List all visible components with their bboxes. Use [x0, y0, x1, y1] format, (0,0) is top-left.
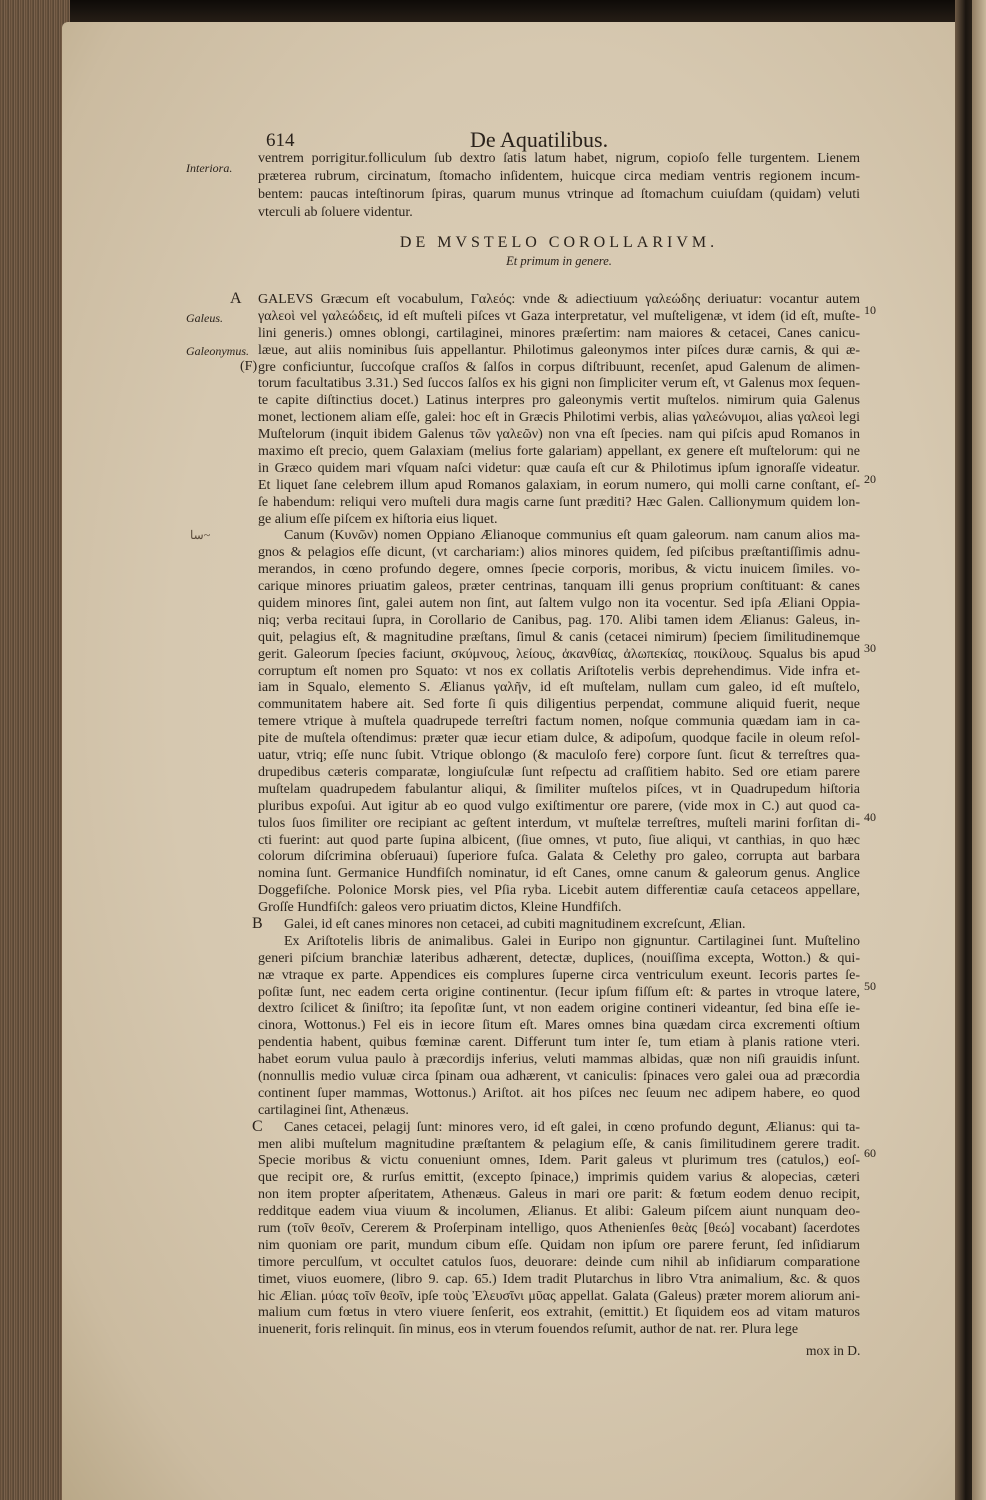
- line-number: 20: [864, 472, 876, 486]
- margin-note-galeus: Galeus.: [186, 311, 223, 325]
- text-line: timore perculſum, vt occultet catulos ſuos, deuorare: deinde cum nihil ab inſidiarum comparatione: [258, 1254, 860, 1270]
- text-line: Specie moribus & victu conueniunt omnes, Idem. Parit galeus vt plurimum tres (catulos,) eoſ-: [258, 1153, 860, 1169]
- text-line: nomina ſunt. Germanice Hundfiſch nominatur, id eſt Canes, omne canum & galeorum genus. Anglice: [258, 866, 860, 882]
- text-line: rum (τοῖν θεοῖν, Cererem & Proſerpinam intelligo, quos Athenienſes θεὰς [θεώ] vocabant) ſacerdotes: [258, 1220, 860, 1236]
- section-heading: DE MVSTELO COROLLARIVM.: [399, 234, 719, 251]
- text-line: monet, lectionem aliam eſſe, galei: hoc eſt in Græcis Philotimi verbis, alias γαλεώνυμοι, alias γαλεοὶ legi: [258, 410, 860, 426]
- text-line: pite de muſtela oſtendimus: præter quæ iecur etiam dulce, & adipoſum, quodque facile in oleum reſol-: [258, 731, 860, 747]
- text-line: quit, pelagius eſt, & magnitudine præſtans, ſimul & canis (cetacei nimirum) ſpeciem ſimilitudinemque: [258, 629, 860, 645]
- text-line: nim quoniam ore parit, mundum cibum eſſe. Quidam non ipſum ore parere ferunt, ſed inſidiarum: [258, 1237, 860, 1253]
- line-number: 50: [864, 979, 876, 993]
- text-line: præterea rubrum, circinatum, ſtomacho inſidentem, huicque circa mediam ventris regionem incum-: [258, 169, 860, 184]
- page-number: 614: [266, 130, 295, 151]
- text-line: que recipit ore, & rurſus emittit, (excepto ſpinace,) imprimis quidem varius & alopecias, cæteri: [258, 1170, 860, 1186]
- text-line: habet eorum vulua paulo à præcordijs inferius, veluti mammas albidas, quæ non niſi grauidis inſunt.: [258, 1052, 860, 1068]
- text-line: Galei, id eſt canes minores non cetacei, ad cubiti magnitudinem excreſcunt, Ælian.: [284, 916, 746, 932]
- text-line: men alibi muſtelum magnitudine præſtantem & pelagium eſſe, & canis ſimilitudinem gerere tradit.: [258, 1136, 860, 1152]
- section-letter-a: A: [230, 290, 242, 307]
- text-line: redditque eadem viua viuum & incolumen, Ælianus. Et alibi: Galeum piſcem aiunt nunquam deo-: [258, 1204, 860, 1220]
- line-number: 60: [864, 1146, 876, 1160]
- text-line: dextro ſcilicet & ſiniſtro; ita ſepoſitæ ſunt, vt non eadem origine contineri videantur, ſed bina eſſe ie-: [258, 1001, 860, 1017]
- text-line: timet, viuos euomere, (libro 9. cap. 65.) Idem tradit Plutarchus in libro Vtra animalium, &c. & quos: [258, 1271, 860, 1287]
- text-line: ge alium eſſe piſcem ex hiſtoria eius liquet.: [258, 511, 498, 527]
- text-line: maximo eſt precio, quem Galaxiam (melius forte galariam) appellant, ex genere eſt muſtelorum: qui ne: [258, 444, 860, 460]
- text-line: cartilaginei ſint, Athenæus.: [258, 1102, 409, 1118]
- text-line: uatur, vtriq; eſſe nunc ſubit. Vtrique oblongo (& maculoſo fere) corpore ſunt. ſicut & terreſtres qua-: [258, 748, 860, 764]
- text-line: næ vtraque ex parte. Appendices eis complures ſuperne circa ventriculum exeunt. Iecoris partes ſe-: [258, 967, 860, 983]
- margin-note-galeonymus: Galeonymus.: [186, 344, 249, 358]
- margin-note-f: (F): [240, 359, 258, 374]
- text-line: GALEVS Græcum eſt vocabulum, Γαλεός: vnde & adiectiuum γαλεώδης deriuatur: vocantur autem: [258, 292, 860, 307]
- text-line: lini generis.) omnes oblongi, cartilaginei, minores præſertim: nam maiores & cetacei, Canes canicu-: [258, 325, 860, 341]
- section-letter-b: B: [252, 915, 263, 933]
- margin-note-interiora: Interiora.: [186, 161, 233, 175]
- text-line: (nonnullis medio vuluæ circa ſpinam oua adhærent, vt caniculis: ſpinaces vero galei oua ad præcordia: [258, 1068, 860, 1084]
- text-line: niq; verba recitaui ſupra, in Corollario de Canibus, pag. 170. Alibi tamen idem Ælianus: Galeus, in-: [258, 612, 860, 628]
- text-line: γαλεοὶ vel γαλεώδεις, id eſt muſteli piſces vt Gaza interpretatur, vel muſteligenæ, vt idem (id eſt, muſte-: [258, 308, 860, 324]
- body-text: [230, 290, 860, 1339]
- text-line: cinora, Wottonus.) Fel eis in iecore ſitum eſt. Mares omnes bina quædam circa excrementi oſtium: [258, 1018, 860, 1034]
- text-line: pluribus expoſui. Aut igitur ab eo quod vulgo exiſtimentur ore parere, (vide mox in C.) aut quod ca-: [258, 798, 860, 814]
- text-line: Et liquet ſane celebrem illum apud Romanos galaxiam, in eorum numero, qui molli carne conſtant, eſ-: [258, 477, 860, 493]
- text-line: læue, aut aliis nominibus ſuis appellantur. Philotimus galeonymos inter piſces duræ carnis, & qui æ-: [258, 342, 860, 358]
- text-line: cti fuerint: aut quod parte ſupina albicent, (ſiue omnes, vt puto, ſiue aliqui, vt canthias, in quo hæc: [258, 832, 860, 848]
- text-line: tulos ſuos ſimiliter ore recipiant ac geſtent interdum, vt muſtelæ terreſtres, muſteli marini forſitan di-: [258, 815, 860, 831]
- text-line: bentem: paucas inteſtinorum ſpiras, quarum munus vtrinque ad ſtomachum cuiuſdam (quidam) veluti: [258, 187, 860, 202]
- text-line: Doggefiſche. Polonice Morsk pies, vel Pſia ryba. Licebit autem differentiæ cauſa cetaceos appellare,: [258, 883, 860, 899]
- text-line: inuenerit, foris relinquit. ſin minus, eos in vterum fouendos reſumit, author de nat. rer. Plura lege: [258, 1322, 799, 1338]
- text-line: in Græco quidem mari vſquam naſci videtur: quæ cauſa eſt cur & Philotimus ipſum ignoraſſe videatur.: [258, 460, 860, 476]
- text-line: Groſſe Hundfiſch: galeos vero priuatim dictos, Kleine Hundfiſch.: [258, 900, 622, 916]
- text-line: vterculi ab ſoluere videntur.: [258, 205, 413, 220]
- text-line: colorum diſcrimina obſeruaui) ſuperiore fuſca. Galata & Celethy pro galeo, corrupta aut barbara: [258, 849, 860, 865]
- section-subheading: Et primum in genere.: [506, 254, 612, 268]
- text-line: generi piſcium branchiæ lateribus adhærent, detectæ, duplices, (nouiſſima excepta, Wotton.) & qui-: [258, 950, 860, 966]
- running-title: De Aquatilibus.: [470, 127, 609, 152]
- text-line: temere vtrique à muſtela quadrupede terreſtri factum nomen, noſque communia quædam iam in ca-: [258, 714, 860, 730]
- page-stack-edge: [0, 0, 70, 1500]
- text-line: gerit. Galeorum ſpecies faciunt, σκύμνους, λείους, ἀκανθίας, ἀλωπεκίας, ποικίλους. Squalus bis apud: [258, 646, 860, 662]
- text-line: pendentia habent, quibus fœminæ carent. Differunt tum inter ſe, tum etiam à planis ratione vteri.: [258, 1035, 860, 1051]
- text-line: ventrem porrigitur.folliculum ſub dextro ſatis latum habet, nigrum, copioſo felle turgentem. Lienem: [258, 151, 860, 166]
- section-letter-c: C: [252, 1118, 263, 1136]
- facing-page-edge: [972, 0, 986, 1500]
- text-line: torum facultatibus 3.31.) Sed ſuccos ſalſos ex his gigni non ſimpliciter verum eſt, vt Galenus mox ſequen-: [258, 376, 860, 392]
- text-line: Ex Ariſtotelis libris de animalibus. Galei in Euripo non gignuntur. Cartilaginei ſunt. Muſtelino: [284, 933, 860, 949]
- top-paragraph: [258, 150, 860, 222]
- text-line: communitatem habere ait. Sed forte ſi quis diligentius perpendat, commune aliquid fuerit, neque: [258, 697, 860, 713]
- line-number: 40: [864, 810, 876, 824]
- text-line: Canum (Κυνῶν) nomen Oppiano Ælianoque communius eſt quam galeorum. nam canum alios ma-: [284, 528, 860, 544]
- line-number: 30: [864, 641, 876, 655]
- catchword: mox in D.: [806, 1343, 861, 1358]
- text-line: ſe habendum: reliqui vero muſteli dura magis carne ſunt præditi? Hæc Galen. Callionymum quidem lon-: [258, 494, 860, 510]
- text-line: carique minores priuatim galeos, præter centrinas, tanquam illi genus proprium conſtituant: & canes: [258, 579, 860, 595]
- text-line: hic Ælian. μύας τοῖν θεοῖν, ipſe τοὺς Ἐλευσῖνι μῦας appellat. Galata (Galeus) præter morem aliorum ani-: [258, 1288, 860, 1304]
- line-number: 10: [864, 303, 876, 317]
- text-line: muſtelam quadrupedem fabulantur aliqui, & ſimiliter muſtelos piſces, vt in Quadrupedum hiſtoria: [258, 781, 860, 797]
- text-line: gre conficiuntur, ſuccoſque craſſos & ſalſos in corpus diſtribuunt, recenſet, apud Galenum de alimen-: [258, 359, 860, 375]
- text-line: te capite diſtinctius docet.) Latinus interpres pro galeonymis vertit muſtelos. nimirum quia Galenus: [258, 393, 860, 409]
- text-line: Muſtelorum (inquit ibidem Galenus τῶν γαλεῶν) non vna eſt ſpecies. nam qui piſcis apud Romanos in: [258, 427, 860, 443]
- text-line: corruptum eſt nomen pro Squato: vt nos ex collatis Ariſtotelis verbis deprehendimus. Vide infra et-: [258, 663, 860, 679]
- text-line: non item propter aſperitatem, Athenæus. Galeus in mari ore parit: & fœtum eodem denuo recipit,: [258, 1187, 860, 1203]
- text-line: gnos & pelagios eſſe dicunt, (vt carchariam:) alios minores quidem, ſed piſcibus præſtantiſſimis adnu-: [258, 545, 860, 561]
- text-line: drupedibus cæteris comparatæ, longiuſculæ ſunt reſpectu ad craſſitiem habito. Sed ore etiam parere: [258, 764, 860, 780]
- text-line: malium cum fœtus in vtero viuere ſenſerit, eos extrahit, (emittit.) Et ſiquidem eos ad vitam maturos: [258, 1305, 860, 1321]
- book-gutter: [955, 0, 973, 1500]
- text-line: merandos, in cœno profundo degere, omnes ſpecie corporis, moribus, & victu inuicem ſimiles. vo-: [258, 562, 860, 578]
- text-line: poſitæ ſunt, nec eadem certa origine continentur. (Iecur ipſum fiſſum eſt: & partes in vtroque latere,: [258, 984, 860, 1000]
- text-line: iam in Squalo, elemento S. Ælianus γαλῆν, id eſt muſtelam, nullam cum galeo, id eſt muſtelo,: [258, 680, 860, 696]
- text-line: Canes cetacei, pelagij ſunt: minores vero, id eſt galei, in cœno profundo degunt, Ælianus: qui ta-: [284, 1119, 860, 1135]
- text-line: continent ſuper mammas, Wottonus.) Ariſtot. ait hos piſces nec ſeuum nec adipem habere, eo quod: [258, 1085, 860, 1101]
- text-line: quidem minores ſint, galei autem non ſint, aut ſaltem vulgo non ita vocentur. Sed ipſa Æliani Oppia-: [258, 596, 860, 612]
- handwritten-marginal-mark: ﺳﺎ~: [190, 528, 211, 542]
